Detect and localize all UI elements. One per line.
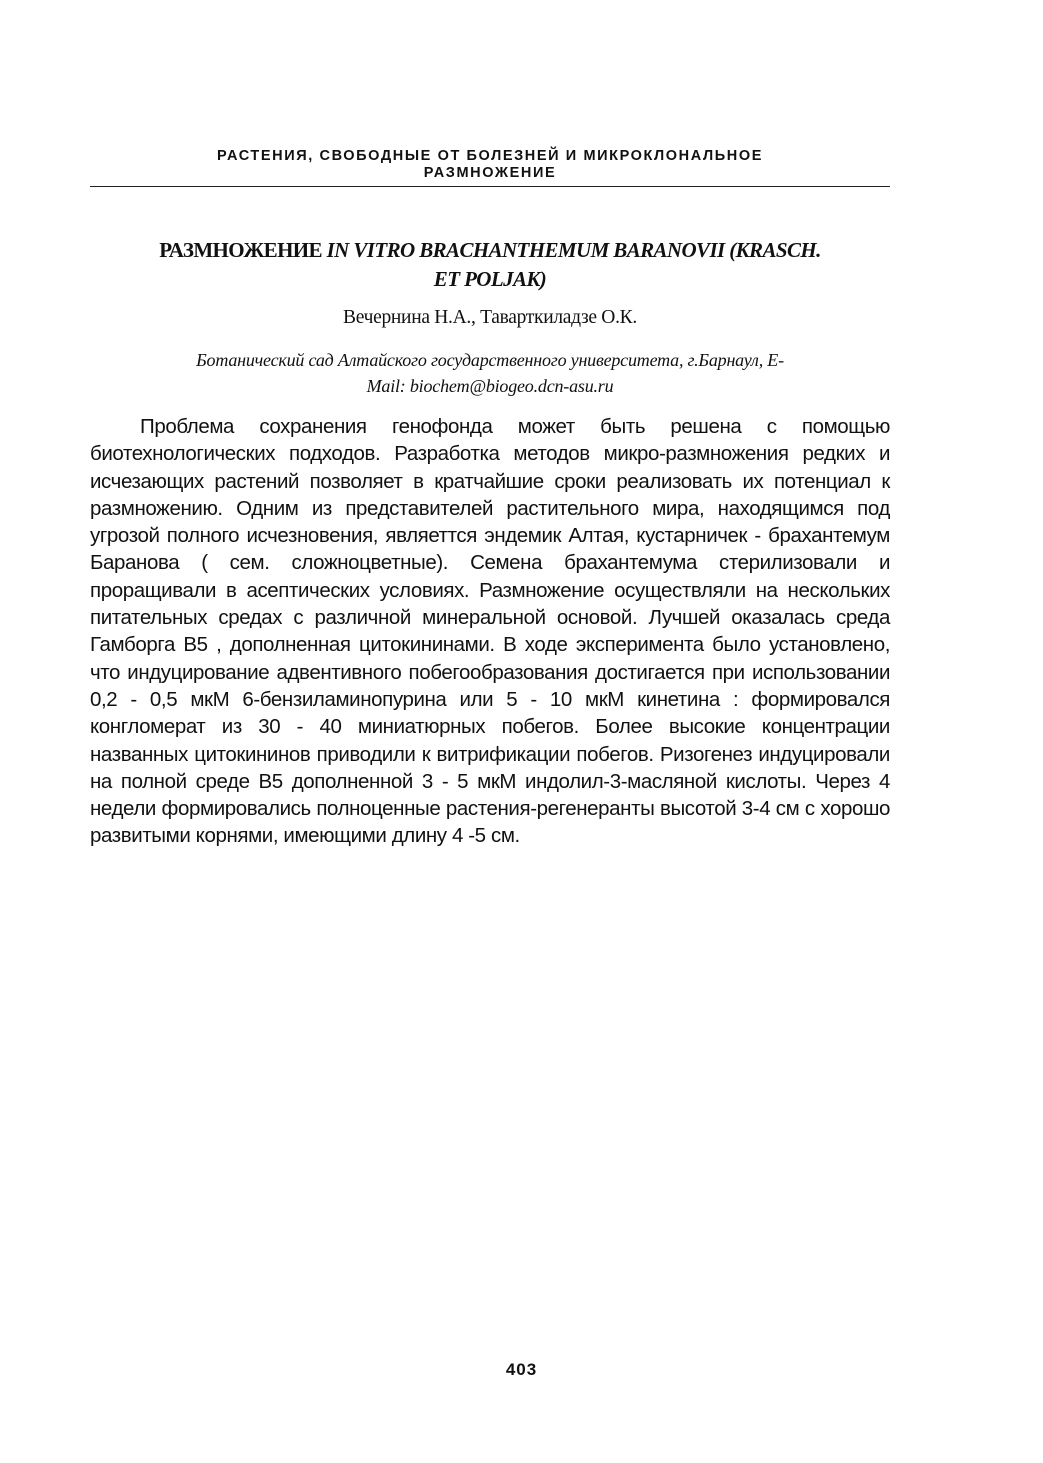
title-latin-line-2: ET POLJAK) bbox=[433, 267, 547, 291]
title-latin-line-1: IN VITRO BRACHANTHEMUM BARANOVII (KRASCH. bbox=[326, 238, 821, 262]
affiliation-line-1: Ботанический сад Алтайского государственного университета, г.Барнаул, E- bbox=[196, 350, 784, 370]
abstract-body: Проблема сохранения генофонда может быть решена с помощью биотехнологических подходов. Разработка методов микро-размножения редких и исчезающих растений позволяет в кратчайшие сроки реализовать их потенциал к размножению. Одним из представителей растительного мира, находящимся под угрозой полного исчезновения, являеттся эндемик Алтая, кустарничек - брахантемум Баранова ( сем. сложноцветные). Семена брахантемума стерилизовали и проращивали в асептических условиях. Размножение осуществляли на нескольких питательных средах с различной минеральной основой. Лучшей оказалась среда Гамборга В5 , дополненная цитокининами. В ходе эксперимента было установлено, что индуцирование адвентивного побегообразования достигается при использовании 0,2 - 0,5 мкМ 6-бензиламинопурина или 5 - 10 мкМ кинетина : формировался конгломерат из 30 - 40 миниатюрных побегов. Более высокие концентрации названных цитокининов приводили к витрификации побегов. Ризогенез индуцировали на полной среде В5 дополненной 3 - 5 мкМ индолил-3-масляной кислоты. Через 4 недели формировались полноценные растения-регенеранты высотой 3-4 см с хорошо развитыми корнями, имеющими длину 4 -5 см. bbox=[90, 415, 890, 848]
running-head-line-1: РАСТЕНИЯ, СВОБОДНЫЕ ОТ БОЛЕЗНЕЙ И МИКРОКЛОНАЛЬНОЕ bbox=[216, 148, 763, 164]
running-head bbox=[90, 148, 890, 182]
header-rule bbox=[90, 186, 890, 187]
title-plain: РАЗМНОЖЕНИЕ bbox=[159, 238, 327, 262]
article-title bbox=[80, 236, 900, 294]
title-line-1 bbox=[80, 236, 900, 265]
running-head-line-2: РАЗМНОЖЕНИЕ bbox=[423, 165, 557, 181]
affiliation bbox=[90, 347, 890, 399]
authors: Вечернина Н.А., Таварткиладзе О.К. bbox=[343, 307, 637, 328]
affiliation-line-2: Mail: biochem@biogeo.dcn-asu.ru bbox=[366, 376, 614, 396]
page-number: 403 bbox=[505, 1360, 538, 1379]
